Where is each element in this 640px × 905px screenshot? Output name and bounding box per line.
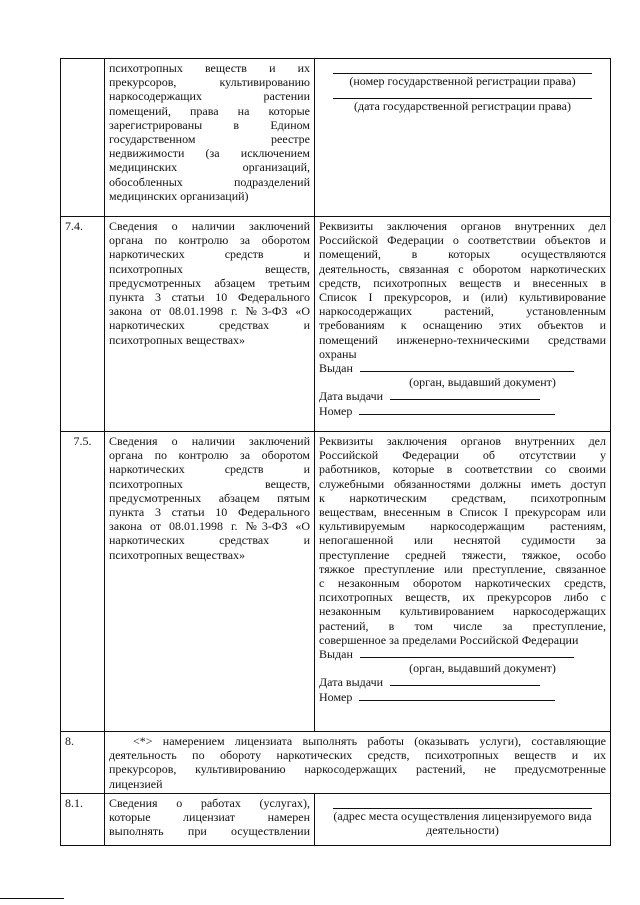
row-7-4-date-line[interactable] [390,389,540,400]
row-7-5-right-line-5: веществам, внесенным в Список I прекурсорам или [319,505,606,520]
activity-address-label-1: (адрес места осуществления лицензируемого вида [333,808,592,823]
row-7-5-left-line-0: Сведения о наличии заключений [109,434,310,448]
row-7-5-fields [315,432,611,732]
row-7-4-right-line-last: охраны [319,346,357,361]
row-7-4-date-label: Дата выдачи [319,389,384,404]
row-number-8: 8. [61,732,105,794]
registration-number-label: (номер государственной регистрации права) [349,74,576,88]
row-8-1-left-line-0: Сведения о работах (услугах), [109,795,310,810]
row-7-4-fields [315,217,611,432]
row-cont-line-5: государственном реестре [109,132,310,147]
row-7-4-number-line[interactable] [359,404,555,415]
row-7-5-number-line[interactable] [359,690,555,701]
row-7-4-number-field [319,404,606,418]
row-7-5-right-line-13: растений, в том числе за преступление, [319,618,606,633]
license-form-table [60,58,611,846]
row-8-line-last: лицензией [109,776,163,791]
row-7-5-issued-label: Выдан [319,647,353,662]
row-cont-line-0: психотропных веществ и их [109,61,310,75]
row-7-4-left-line-last: психотропных веществах» [109,332,246,347]
row-8-section-text [105,732,611,794]
row-number-empty [61,59,105,217]
row-cont-line-6: недвижимости (за исключением [109,146,310,161]
row-7-5-right-line-6: культивируемым наркосодержащим растениям, [319,519,606,534]
row-7-5-left-line-6: закона от 08.01.1998 г. №3-ФЗ «О [109,519,310,534]
row-7-4-issued-by-label: (орган, выдавший документ) [409,375,556,390]
row-7-4-right-line-5: Список I прекурсоров, и (или) культивирование [319,290,606,305]
row-7-4-left-line-3: психотропных веществ, [109,261,310,276]
row-7-4-left-line-2: наркотических средств и [109,247,310,262]
row-cont-description [105,59,315,217]
row-7-5-date-line[interactable] [390,675,540,686]
row-7-5-description [105,432,315,732]
row-7-4-left-line-5: пункта 3 статьи 10 Федерального [109,290,310,305]
row-7-5-issued-field [319,647,606,661]
row-8-1-description [105,793,315,845]
row-7-4-number-label: Номер [319,403,353,418]
activity-address-label-2: деятельности) [426,823,499,838]
registration-date-label: (дата государственной регистрации права) [354,99,571,114]
row-7-5-right-line-3: служебными обязанностями должны иметь доступ [319,476,606,491]
row-7-4-date-field [319,389,606,403]
row-7-5-date-label: Дата выдачи [319,675,384,690]
row-cont-fields [315,59,611,217]
row-cont-line-1: прекурсоров, культивированию [109,75,310,90]
row-7-5-issued-by-label: (орган, выдавший документ) [409,661,556,676]
row-7-5-left-line-3: психотропных веществ, [109,476,310,491]
row-7-4-left-line-1: органа по контролю за оборотом [109,233,310,248]
row-7-5-right-line-1: Российской Федерации об отсутствии у [319,448,606,463]
table-row-7-5 [61,432,611,732]
row-number-7-5: 7.5. [61,432,105,732]
row-7-4-left-line-4: предусмотренных абзацем третьим [109,275,310,290]
row-7-4-issued-line[interactable] [360,361,574,372]
table-row-8 [61,732,611,794]
row-7-5-left-line-1: органа по контролю за оборотом [109,448,310,463]
row-cont-line-3: помещений, права на которые [109,103,310,118]
row-7-4-right-line-7: требованиям к оснащению этих объектов и [319,318,606,333]
row-cont-line-7: медицинских организаций, [109,160,310,175]
row-7-4-right-line-4: средств, психотропных веществ и внесенных в [319,275,606,290]
row-7-5-left-line-2: наркотических средств и [109,462,310,477]
row-7-5-number-field [319,690,606,704]
row-7-4-issued-label: Выдан [319,361,353,376]
row-7-4-right-line-2: помещений, в которых осуществляются [319,247,606,262]
row-7-5-right-line-8: преступление средней тяжести, тяжкое, особо [319,547,606,562]
row-7-4-right-line-8: помещений инженерно-техническими средствами [319,332,606,347]
row-7-5-left-line-4: предусмотренных абзацем пятым [109,490,310,505]
table-row-7-4 [61,217,611,432]
row-7-4-left-line-0: Сведения о наличии заключений [109,219,310,233]
row-number-7-4: 7.4. [61,217,105,432]
row-7-5-right-line-7: непогашенной или неснятой судимости за [319,533,606,548]
row-7-4-description [105,217,315,432]
footnote-separator [0,898,64,899]
row-8-line-2: прекурсоров, культивированию наркосодержащих растений, не предусмотренные [109,762,606,777]
row-8-line-1: деятельность по обороту наркотических средств, психотропных веществ и их [109,748,606,763]
row-number-8-1: 8.1. [61,793,105,845]
row-cont-line-2: наркосодержащих растении [109,89,310,104]
row-7-4-right-line-6: наркосодержащих растений, установленным [319,304,606,319]
row-7-4-left-line-7: наркотических средствах и [109,318,310,333]
row-7-5-right-line-10: с незаконным оборотом наркотических средств, [319,576,606,591]
row-7-4-right-line-0: Реквизиты заключения органов внутренних дел [319,219,606,233]
row-7-4-right-line-1: Российской Федерации о соответствии объектов и [319,233,606,248]
row-8-1-left-line-1: которые лицензиат намерен [109,810,310,825]
row-7-5-number-label: Номер [319,689,353,704]
table-row-8-1 [61,793,611,845]
row-8-1-fields [315,793,611,845]
row-8-1-left-line-2: выполнять при осуществлении [109,824,310,839]
row-7-5-left-line-5: пункта 3 статьи 10 Федерального [109,505,310,520]
row-cont-line-8: обособленных подразделений [109,174,310,189]
row-7-5-right-line-0: Реквизиты заключения органов внутренних дел [319,434,606,448]
row-7-5-right-line-4: к наркотическим средствам, психотропным [319,490,606,505]
row-7-5-right-line-2: работников, которые в соответствии со своими [319,462,606,477]
row-7-5-left-line-7: наркотических средствах и [109,533,310,548]
row-7-5-right-line-11: психотропных веществ, их прекурсоров либо с [319,590,606,605]
row-7-5-issued-line[interactable] [360,647,574,658]
row-7-5-date-field [319,675,606,689]
row-cont-line-last: медицинских организаций) [109,188,249,203]
row-7-5-right-line-9: тяжкое преступление или преступление, связанное [319,561,606,576]
row-7-4-issued-field [319,361,606,375]
row-7-5-right-line-last: совершенное за пределами Российской Федерации [319,632,579,647]
row-7-5-left-line-last: психотропных веществах» [109,547,246,562]
table-row-continuation [61,59,611,217]
row-7-5-right-line-12: незаконным культивированием наркосодержащих [319,604,606,619]
row-7-4-right-line-3: деятельность, связанная с оборотом наркотических [319,261,606,276]
row-7-4-left-line-6: закона от 08.01.1998 г. №3-ФЗ «О [109,304,310,319]
row-8-line-0: <*> намерением лицензиата выполнять работы (оказывать услуги), составляющие [133,734,606,748]
row-cont-line-4: зарегистрированы в Едином [109,117,310,132]
